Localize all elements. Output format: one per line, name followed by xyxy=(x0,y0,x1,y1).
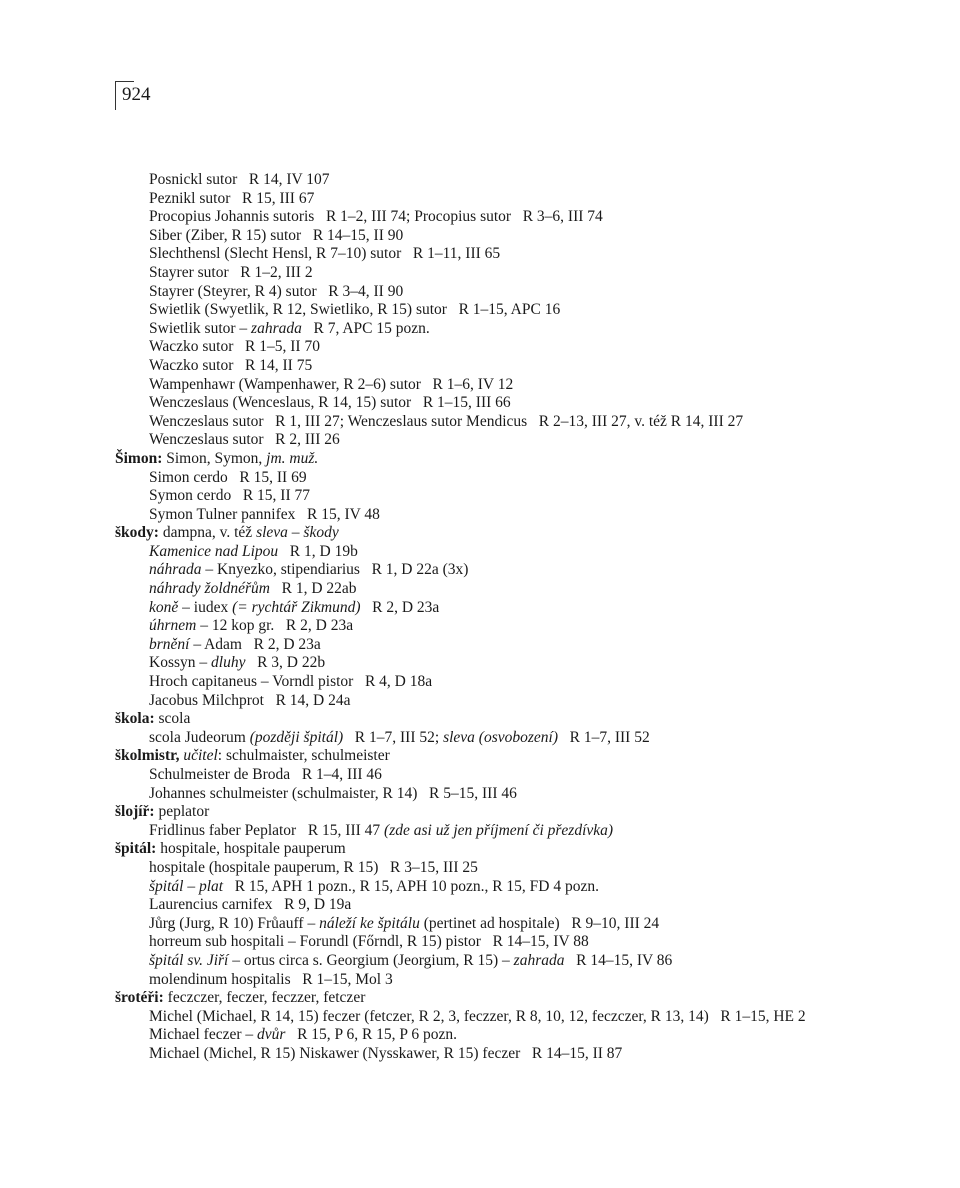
entry-text: Waczko sutor R 1–5, II 70 xyxy=(149,338,320,356)
italic-text: brnění xyxy=(149,635,190,653)
index-subentry xyxy=(115,469,915,488)
entry-text: Procopius Johannis sutoris R 1–2, III 74; Procopius sutor R 3–6, III 74 xyxy=(149,208,603,226)
entry-text: Siber (Ziber, R 15) sutor R 14–15, II 90 xyxy=(149,226,404,244)
entry-text: Symon Tulner pannifex R 15, IV 48 xyxy=(149,505,380,523)
index-subentry xyxy=(115,692,915,711)
index-subentry xyxy=(115,413,915,432)
index-list xyxy=(115,171,915,1064)
entry-term: špitál: xyxy=(115,840,157,858)
entry-text: Jacobus Milchprot R 14, D 24a xyxy=(149,691,351,709)
entry-text: : schulmaister, schulmeister xyxy=(217,747,390,765)
entry-text: Waczko sutor R 14, II 75 xyxy=(149,356,313,374)
entry-text: – iudex xyxy=(178,598,233,616)
index-subentry xyxy=(115,785,915,804)
entry-text: Wenczeslaus sutor R 2, III 26 xyxy=(149,431,340,449)
index-subentry xyxy=(115,636,915,655)
index-subentry xyxy=(115,822,915,841)
italic-text: jm. muž. xyxy=(266,449,319,467)
entry-term: šlojíř: xyxy=(115,803,155,821)
index-subentry xyxy=(115,952,915,971)
italic-text: zahrada xyxy=(513,951,565,969)
entry-text: Slechthensl (Slecht Hensl, R 7–10) sutor R 1–11, III 65 xyxy=(149,245,501,263)
index-subentry xyxy=(115,283,915,302)
entry-text: Schulmeister de Broda R 1–4, III 46 xyxy=(149,766,382,783)
page-number: 924 xyxy=(122,84,151,105)
index-entry-heading xyxy=(115,840,915,859)
index-entry-heading xyxy=(115,803,915,822)
index-subentry xyxy=(115,878,915,897)
italic-text: sleva – škody xyxy=(256,524,339,542)
index-subentry xyxy=(115,859,915,878)
entry-text: Posnickl sutor R 14, IV 107 xyxy=(149,171,330,188)
entry-text: (pertinet ad hospitale) R 9–10, III 24 xyxy=(419,914,660,932)
index-subentry xyxy=(115,487,915,506)
entry-text: Peznikl sutor R 15, III 67 xyxy=(149,189,315,207)
entry-term: škola: xyxy=(115,710,155,728)
entry-text: Stayrer sutor R 1–2, III 2 xyxy=(149,263,313,281)
entry-term: Šimon: xyxy=(115,449,163,467)
index-subentry xyxy=(115,227,915,246)
entry-text: R 1–7, III 52 xyxy=(558,728,650,746)
entry-text: Simon cerdo R 15, II 69 xyxy=(149,468,307,486)
entry-text: Michael feczer – xyxy=(149,1026,258,1044)
entry-text: Michael (Michel, R 15) Niskawer (Nysskawer, R 15) feczer R 14–15, II 87 xyxy=(149,1044,623,1062)
entry-text: – Knyezko, stipendiarius R 1, D 22a (3x) xyxy=(201,561,469,579)
italic-text: špitál – plat xyxy=(149,877,224,895)
entry-text: Michel (Michael, R 14, 15) feczer (fetczer, R 2, 3, feczzer, R 8, 10, 12, feczczer, R 13, 14) R 1–15, HE 2 xyxy=(149,1007,806,1025)
index-subentry xyxy=(115,1008,915,1027)
italic-text: (= rychtář Zikmund) xyxy=(232,598,361,616)
entry-text: R 15, APH 1 pozn., R 15, APH 10 pozn., R 15, FD 4 pozn. xyxy=(223,877,599,895)
index-subentry xyxy=(115,208,915,227)
entry-text: R 7, APC 15 pozn. xyxy=(301,319,430,337)
entry-text: Johannes schulmeister (schulmaister, R 14) R 5–15, III 46 xyxy=(149,784,517,802)
entry-text: scola xyxy=(154,710,191,728)
italic-text: dluhy xyxy=(211,654,246,672)
entry-text: Wenczeslaus (Wenceslaus, R 14, 15) sutor R 1–15, III 66 xyxy=(149,394,511,412)
index-entry-heading xyxy=(115,747,915,766)
entry-text: Stayrer (Steyrer, R 4) sutor R 3–4, II 90 xyxy=(149,282,404,300)
index-subentry xyxy=(115,599,915,618)
index-subentry xyxy=(115,729,915,748)
entry-term: šrotéři: xyxy=(115,989,164,1007)
index-subentry xyxy=(115,580,915,599)
italic-text: sleva (osvobození) xyxy=(443,728,558,746)
index-subentry xyxy=(115,896,915,915)
entry-text: Symon cerdo R 15, II 77 xyxy=(149,487,311,505)
entry-text: – 12 kop gr. R 2, D 23a xyxy=(196,617,354,635)
italic-text: náhrada xyxy=(149,561,202,579)
index-subentry xyxy=(115,1045,915,1064)
index-subentry xyxy=(115,394,915,413)
italic-text: učitel xyxy=(183,747,218,765)
italic-text: (zde asi už jen příjmení či přezdívka) xyxy=(384,821,614,839)
entry-text: – ortus circa s. Georgium (Jeorgium, R 15) – xyxy=(228,951,514,969)
entry-text: R 2, D 23a xyxy=(360,598,440,616)
entry-text: peplator xyxy=(154,803,210,821)
entry-text: Fridlinus faber Peplator R 15, III 47 xyxy=(149,821,385,839)
entry-text: Hroch capitaneus – Vorndl pistor R 4, D 18a xyxy=(149,673,433,691)
index-subentry xyxy=(115,654,915,673)
index-subentry xyxy=(115,190,915,209)
entry-text: Kossyn – xyxy=(149,654,212,672)
index-entry-heading xyxy=(115,450,915,469)
index-subentry xyxy=(115,431,915,450)
index-entry-heading xyxy=(115,710,915,729)
entry-text: R 3, D 22b xyxy=(245,654,326,672)
index-subentry xyxy=(115,264,915,283)
italic-text: zahrada xyxy=(251,319,302,337)
italic-text: náleží ke špitálu xyxy=(319,914,420,932)
entry-text: feczczer, feczer, feczzer, fetczer xyxy=(163,989,366,1007)
index-entry-heading xyxy=(115,989,915,1008)
entry-text: Wampenhawr (Wampenhawer, R 2–6) sutor R 1–6, IV 12 xyxy=(149,375,514,393)
index-subentry xyxy=(115,933,915,952)
italic-text: dvůr xyxy=(257,1026,286,1044)
index-subentry xyxy=(115,915,915,934)
index-subentry xyxy=(115,320,915,339)
entry-term: školmistr, xyxy=(115,747,180,765)
italic-text: koně xyxy=(149,598,179,616)
entry-text: Swietlik (Swyetlik, R 12, Swietliko, R 15) sutor R 1–15, APC 16 xyxy=(149,301,561,319)
entry-text: R 14–15, IV 86 xyxy=(564,951,673,969)
entry-text: R 1, D 22ab xyxy=(269,580,357,598)
index-subentry xyxy=(115,766,915,785)
index-subentry xyxy=(115,301,915,320)
index-subentry xyxy=(115,971,915,990)
italic-text: špitál sv. Jiří xyxy=(149,951,229,969)
entry-text: Wenczeslaus sutor R 1, III 27; Wenczeslaus sutor Mendicus R 2–13, III 27, v. též R 14, III 27 xyxy=(149,412,744,430)
entry-text: horreum sub hospitali – Forundl (Főrndl, R 15) pistor R 14–15, IV 88 xyxy=(149,933,589,951)
entry-term: škody: xyxy=(115,524,159,542)
index-entry-heading xyxy=(115,524,915,543)
entry-text: Swietlik sutor – xyxy=(149,319,252,337)
italic-text: náhrady žoldnéřům xyxy=(149,580,270,598)
index-subentry xyxy=(115,357,915,376)
entry-text: hospitale, hospitale pauperum xyxy=(156,840,346,858)
entry-text: scola Judeorum xyxy=(149,728,250,746)
italic-text: Kamenice nad Lipou xyxy=(149,542,279,560)
italic-text: (později špitál) xyxy=(249,728,344,746)
entry-text: R 15, P 6, R 15, P 6 pozn. xyxy=(285,1026,457,1044)
index-subentry xyxy=(115,561,915,580)
entry-text: R 1–7, III 52; xyxy=(343,728,444,746)
entry-text: Laurencius carnifex R 9, D 19a xyxy=(149,896,352,914)
entry-text: – Adam R 2, D 23a xyxy=(189,635,321,653)
entry-text: Jůrg (Jurg, R 10) Frůauff – xyxy=(149,914,320,932)
index-subentry xyxy=(115,376,915,395)
index-subentry xyxy=(115,171,915,190)
entry-text: molendinum hospitalis R 1–15, Mol 3 xyxy=(149,970,393,988)
index-subentry xyxy=(115,506,915,525)
index-subentry xyxy=(115,543,915,562)
index-subentry xyxy=(115,673,915,692)
entry-text: hospitale (hospitale pauperum, R 15) R 3–15, III 25 xyxy=(149,858,478,876)
index-subentry xyxy=(115,1026,915,1045)
italic-text: úhrnem xyxy=(149,617,197,635)
index-subentry xyxy=(115,245,915,264)
entry-text: dampna, v. též xyxy=(158,524,257,542)
entry-text: Simon, Symon, xyxy=(162,449,267,467)
index-subentry xyxy=(115,338,915,357)
entry-text: R 1, D 19b xyxy=(278,542,358,560)
index-subentry xyxy=(115,617,915,636)
